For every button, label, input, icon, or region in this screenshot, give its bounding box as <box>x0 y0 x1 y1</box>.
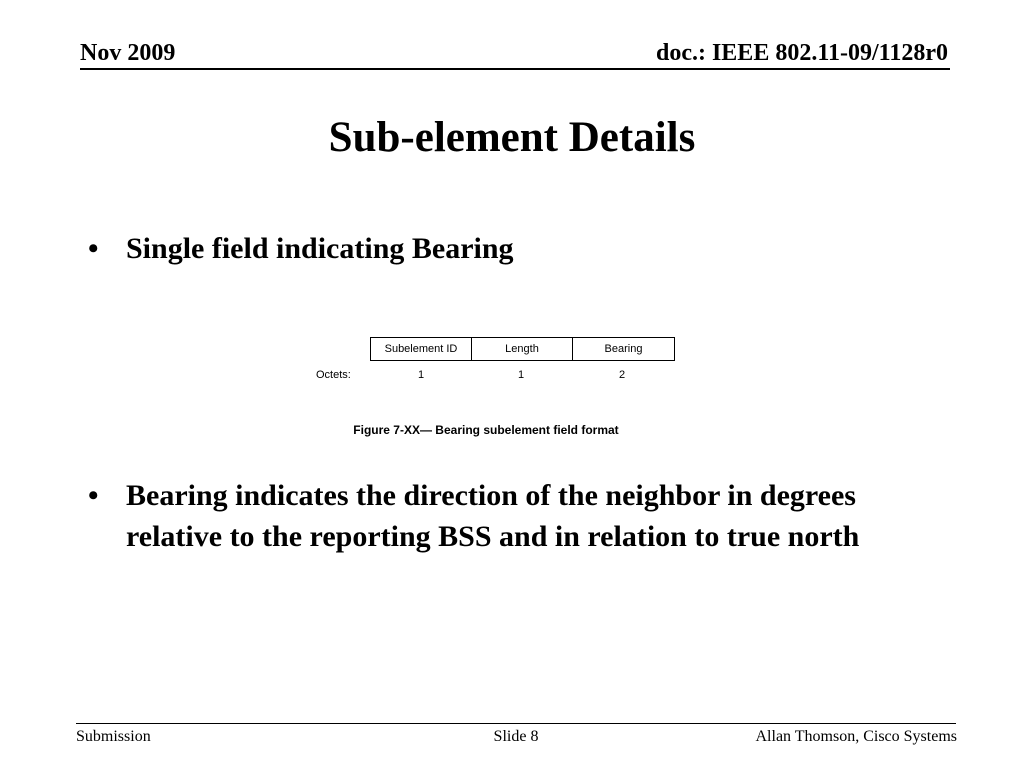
field-cell-bearing: Bearing <box>573 338 675 361</box>
footer-author: Allan Thomson, Cisco Systems <box>755 728 957 745</box>
figure-caption: Figure 7-XX— Bearing subelement field format <box>353 423 619 437</box>
octet-count-subelement-id: 1 <box>417 369 425 381</box>
field-cell-subelement-id: Subelement ID <box>371 338 472 361</box>
field-row <box>371 338 675 361</box>
octets-label: Octets: <box>316 369 351 381</box>
octet-count-length: 1 <box>517 369 525 381</box>
bullet-text: Single field indicating Bearing <box>126 232 514 265</box>
footer-submission: Submission <box>76 728 151 745</box>
octet-count-bearing: 2 <box>618 369 626 381</box>
slide-title: Sub-element Details <box>328 114 696 161</box>
bullet-marker: • <box>88 479 99 512</box>
header-document-id: doc.: IEEE 802.11-09/1128r0 <box>655 40 948 66</box>
header-divider <box>80 68 950 70</box>
bullet-marker: • <box>88 232 99 265</box>
footer-slide-number: Slide 8 <box>493 728 539 745</box>
field-cell-length: Length <box>472 338 573 361</box>
header-date: Nov 2009 <box>80 40 176 66</box>
footer-divider <box>76 723 956 724</box>
field-format-table <box>370 337 675 361</box>
bullet-text: Bearing indicates the direction of the neighbor in degrees relative to the reporting BSS and in relation to true north <box>126 479 860 553</box>
